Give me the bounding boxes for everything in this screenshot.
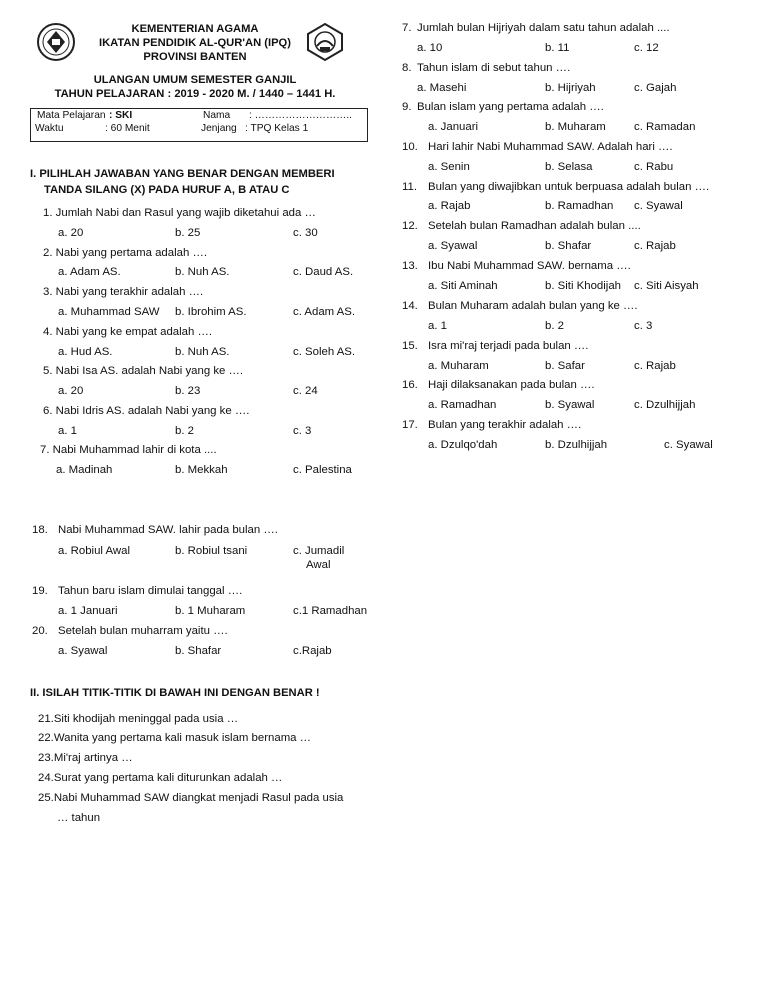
option-c[interactable]: c. Palestina (293, 464, 352, 476)
option-a[interactable]: a. 20 (58, 227, 84, 239)
option-c[interactable]: c.Rajab (293, 645, 332, 657)
option-b[interactable]: b. Ramadhan (545, 200, 614, 212)
option-b[interactable]: b. 2 (545, 320, 564, 332)
option-a[interactable]: a. Syawal (58, 645, 108, 657)
option-c[interactable]: c. 12 (634, 42, 659, 54)
question-text: Setelah bulan muharram yaitu …. (58, 625, 228, 637)
question-text: Haji dilaksanakan pada bulan …. (428, 379, 595, 391)
ministry-name: KEMENTERIAN AGAMA (131, 23, 259, 35)
option-b[interactable]: b. Shafar (175, 645, 222, 657)
option-b[interactable]: b. Nuh AS. (175, 266, 230, 278)
organization-name: IKATAN PENDIDIK AL-QUR'AN (IPQ) (98, 37, 291, 49)
subject-label: Mata Pelajaran (37, 110, 106, 121)
option-c[interactable]: c. 24 (293, 385, 318, 397)
option-b[interactable]: b. 23 (175, 385, 201, 397)
question-text: Nabi Muhammad SAW. lahir pada bulan …. (58, 524, 278, 536)
question-text: 6. Nabi Idris AS. adalah Nabi yang ke …. (43, 405, 250, 417)
option-b[interactable]: b. Robiul tsani (175, 545, 248, 557)
question-number: 20. (32, 625, 48, 637)
essay-question: 23.Mi'raj artinya … (38, 752, 133, 764)
name-label: Nama (203, 110, 231, 121)
question-text: 3. Nabi yang terakhir adalah …. (43, 286, 204, 298)
option-b[interactable]: b. 2 (175, 425, 194, 437)
option-a[interactable]: a. Syawal (428, 240, 478, 252)
option-c[interactable]: c. 30 (293, 227, 318, 239)
question-number: 18. (32, 524, 48, 536)
option-b[interactable]: b. 11 (545, 42, 570, 54)
option-a[interactable]: a. Ramadhan (428, 399, 497, 411)
section1-title (30, 166, 370, 198)
option-b[interactable]: b. Siti Khodijah (545, 280, 621, 292)
option-a[interactable]: a. Januari (428, 121, 479, 133)
option-c[interactable]: c. Gajah (634, 82, 677, 94)
option-b[interactable]: b. Hijriyah (545, 82, 596, 94)
option-b[interactable]: b. 1 Muharam (175, 605, 246, 617)
section2-title: II. ISILAH TITIK-TITIK DI BAWAH INI DENGAN BENAR ! (30, 687, 320, 699)
option-a[interactable]: a. Adam AS. (58, 266, 121, 278)
option-a[interactable]: a. 1 Januari (58, 605, 118, 617)
question-number: 10. (402, 141, 418, 153)
question-text: 2. Nabi yang pertama adalah …. (43, 247, 207, 259)
option-b[interactable]: b. Safar (545, 360, 585, 372)
question-number: 19. (32, 585, 48, 597)
essay-question: 21.Siti khodijah meninggal pada usia … (38, 713, 239, 725)
option-b[interactable]: b. Dzulhijjah (545, 439, 608, 451)
time-label: Waktu (35, 123, 64, 134)
essay-question: 25.Nabi Muhammad SAW diangkat menjadi Rasul pada usia (38, 792, 344, 804)
question-text: Hari lahir Nabi Muhammad SAW. Adalah hari …. (428, 141, 673, 153)
option-c[interactable]: c. 3 (293, 425, 312, 437)
option-a[interactable]: a. Dzulqo'dah (428, 439, 498, 451)
question-number: 13. (402, 260, 418, 272)
option-c[interactable]: c. Jumadil (293, 545, 345, 557)
question-number: 15. (402, 340, 418, 352)
question-number: 17. (402, 419, 418, 431)
option-a[interactable]: a. Rajab (428, 200, 471, 212)
question-text: 1. Jumlah Nabi dan Rasul yang wajib diketahui ada … (43, 207, 316, 219)
level-label: Jenjang (201, 123, 237, 134)
option-b[interactable]: b. Muharam (545, 121, 606, 133)
option-a[interactable]: a. 1 (428, 320, 447, 332)
option-c[interactable]: c. Dzulhijjah (634, 399, 696, 411)
question-text: Bulan Muharam adalah bulan yang ke …. (428, 300, 638, 312)
option-b[interactable]: b. Nuh AS. (175, 346, 230, 358)
question-text: Tahun islam di sebut tahun …. (417, 62, 571, 74)
question-text: Bulan yang diwajibkan untuk berpuasa adalah bulan …. (428, 181, 710, 193)
question-text: Isra mi'raj terjadi pada bulan …. (428, 340, 589, 352)
question-number: 12. (402, 220, 418, 232)
question-text: Jumlah bulan Hijriyah dalam satu tahun adalah .... (417, 22, 670, 34)
option-a[interactable]: a. Masehi (417, 82, 467, 94)
option-a[interactable]: a. 1 (58, 425, 77, 437)
question-number: 11. (402, 181, 417, 193)
option-c[interactable]: c.1 Ramadhan (293, 605, 368, 617)
subject-value: : SKI (109, 110, 133, 121)
option-b[interactable]: b. Syawal (545, 399, 595, 411)
question-text: Ibu Nabi Muhammad SAW. bernama …. (428, 260, 631, 272)
question-number: 14. (402, 300, 418, 312)
option-a[interactable]: a. Hud AS. (58, 346, 113, 358)
option-a[interactable]: a. Siti Aminah (428, 280, 498, 292)
name-field: : ……………………….. (249, 110, 353, 121)
option-c[interactable]: c. Adam AS. (293, 306, 356, 318)
option-a[interactable]: a. 10 (417, 42, 443, 54)
option-b[interactable]: b. Shafar (545, 240, 592, 252)
question-text: Bulan yang terakhir adalah …. (428, 419, 582, 431)
time-value: : 60 Menit (105, 123, 150, 134)
option-b[interactable]: b. Mekkah (175, 464, 228, 476)
academic-year: TAHUN PELAJARAN : 2019 - 2020 M. / 1440 – 1441 H. (54, 88, 336, 100)
question-text: Bulan islam yang pertama adalah …. (417, 101, 604, 113)
question-number: 16. (402, 379, 418, 391)
option-b[interactable]: b. Ibrohim AS. (175, 306, 247, 318)
option-c[interactable]: c. Siti Aisyah (634, 280, 699, 292)
option-c[interactable]: c. Ramadan (634, 121, 696, 133)
option-c[interactable]: c. Syawal (634, 200, 683, 212)
exam-title: ULANGAN UMUM SEMESTER GANJIL (93, 74, 297, 86)
option-c[interactable]: c. Syawal (664, 439, 713, 451)
option-a[interactable]: a. Senin (428, 161, 470, 173)
option-a[interactable]: a. Muhammad SAW (58, 306, 160, 318)
option-c[interactable]: c. Rajab (634, 240, 676, 252)
option-c[interactable]: c. Daud AS. (293, 266, 354, 278)
section1-title-line2: TANDA SILANG (X) PADA HURUF A, B ATAU C (44, 184, 290, 196)
question-number: 7. (402, 22, 412, 34)
option-c[interactable]: c. 3 (634, 320, 653, 332)
option-a[interactable]: a. Madinah (56, 464, 113, 476)
question-number: 9. (402, 101, 412, 113)
essay-question: 22.Wanita yang pertama kali masuk islam bernama … (38, 732, 312, 744)
option-a[interactable]: a. 20 (58, 385, 84, 397)
section1-title-line1: I. PILIHLAH JAWABAN YANG BENAR DENGAN MEMBERI (30, 168, 335, 180)
essay-question-continued: … tahun (57, 812, 101, 824)
student-info-box (30, 108, 368, 142)
question-number: 8. (402, 62, 412, 74)
option-b[interactable]: b. Selasa (545, 161, 593, 173)
option-b[interactable]: b. 25 (175, 227, 201, 239)
question-text: Tahun baru islam dimulai tanggal …. (58, 585, 243, 597)
essay-question: 24.Surat yang pertama kali diturunkan adalah … (38, 772, 283, 784)
option-c[interactable]: c. Rabu (634, 161, 674, 173)
question-text: 5. Nabi Isa AS. adalah Nabi yang ke …. (43, 365, 244, 377)
question-text: 4. Nabi yang ke empat adalah …. (43, 326, 213, 338)
option-c[interactable]: c. Soleh AS. (293, 346, 356, 358)
option-a[interactable]: a. Muharam (428, 360, 489, 372)
level-value: : TPQ Kelas 1 (245, 123, 309, 134)
question-text: Setelah bulan Ramadhan adalah bulan .... (428, 220, 641, 232)
option-c[interactable]: c. Rajab (634, 360, 676, 372)
province-name: PROVINSI BANTEN (143, 51, 247, 63)
option-a[interactable]: a. Robiul Awal (58, 545, 130, 557)
option-c-continued: Awal (306, 559, 331, 571)
question-text: 7. Nabi Muhammad lahir di kota .... (40, 444, 217, 456)
